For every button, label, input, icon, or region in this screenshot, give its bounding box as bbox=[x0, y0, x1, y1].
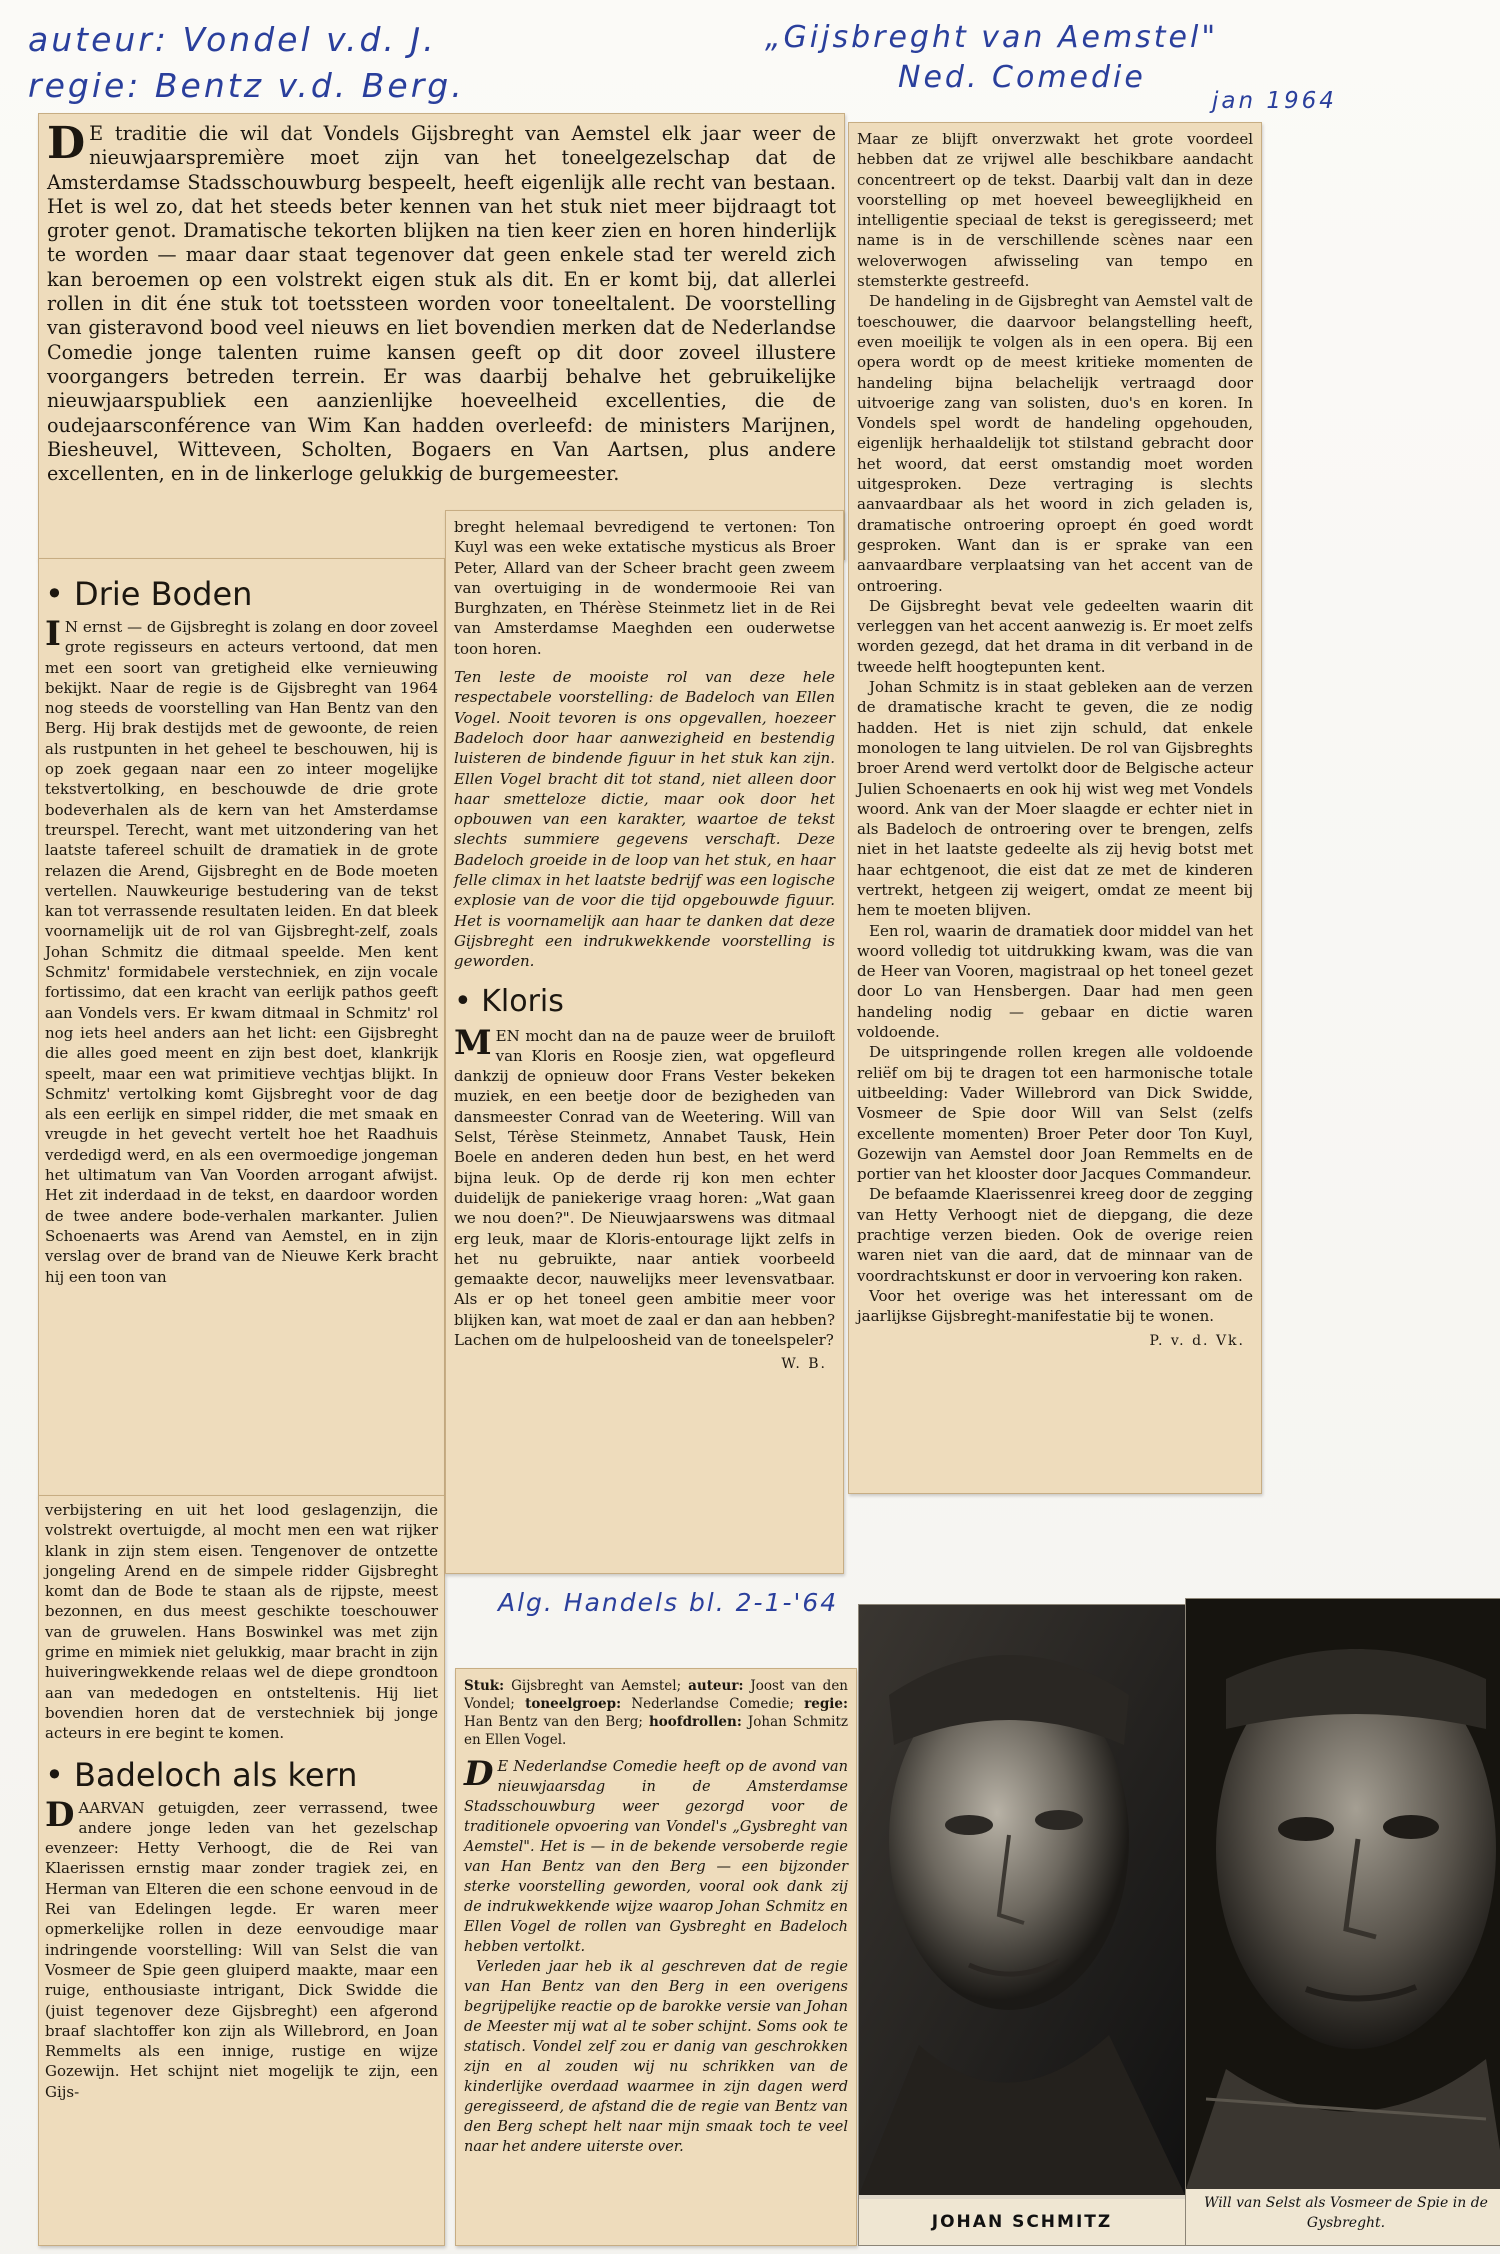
credits-regie: Han Bentz van den Berg; bbox=[464, 1714, 643, 1730]
article2-paragraph-2: De handeling in de Gijsbreght van Aemstel valt de toeschouwer, die daarvoor belangstelling heeft, even moeilijk te volgen als in een opera. Bij een opera wordt op de meest kritieke momenten de handeling bijna belachelijk vertraagd door uitvoerige zang van solisten, duo's en koren. In Vondels spel wordt de handeling opgehouden, eigenlijk herhaaldelijk tot stilstand gebracht door het woord, dat eerst omstandig moet worden uitgesproken. Deze vertraging is slechts aanvaardbaar als het woord in zich geladen is, dramatische ontroering oproept én goed wordt gesproken. Want dan is er sprake van een aanvaardbare verplaatsing van het accent van de ontroering. bbox=[857, 292, 1253, 595]
photo-johan-schmitz bbox=[858, 1604, 1186, 2246]
portrait-will-van-selst bbox=[1186, 1599, 1500, 2189]
heading-drie-boden: • Drie Boden bbox=[45, 575, 253, 613]
drie-boden-paragraph bbox=[45, 614, 438, 1287]
heading-badeloch: • Badeloch als kern bbox=[45, 1755, 358, 1794]
credits-stuk: Gijsbreght van Aemstel; bbox=[511, 1678, 682, 1694]
article2-paragraph-3: De Gijsbreght bevat vele gedeelten waarin dit verleggen van het accent aanwezig is. Er moet zelfs worden gezegd, dat het drama in dit verband in de tweede helft hoogtepunten kent. bbox=[857, 596, 1253, 676]
kloris-dropcap: M bbox=[454, 1022, 492, 1063]
handwritten-date: jan 1964 bbox=[1212, 88, 1337, 114]
handwritten-company: Ned. Comedie bbox=[898, 60, 1146, 95]
kloris-paragraph bbox=[454, 1022, 835, 1351]
badeloch-paragraph bbox=[45, 1794, 438, 2102]
article3-credits bbox=[464, 1677, 848, 1749]
article3-clipping bbox=[455, 1668, 857, 2246]
article3-dropcap: D bbox=[464, 1754, 494, 1794]
kloris-text: EN mocht dan na de pauze weer de bruiloft van Kloris en Roosje zien, wat opgefleurd dankzij de opnieuw door Frans Vester bekeken muziek, en een beetje door de bezigheden van dansmeester Conrad van de Weetering. Will van Selst, Térèse Steinmetz, Annabet Tausk, Hein Boele en anderen deden hun best, en het werd bijna leuk. Op de derde rij kon men echter duidelijk de paniekerige vraag horen: „Wat gaan we nou doen?". De Nieuwjaarswens was ditmaal erg leuk, maar de Kloris-entourage lijkt zelfs in het nu gebruikte, naar antiek voorbeeld gemaakte decor, nauwelijks meer levensvatbaar. Als er op het toneel geen ambitie meer voor blijken kan, wat moet de zaal er dan aan hebben? Lachen om de hulpeloosheid van de toneelspeler? bbox=[454, 1026, 835, 1349]
article1-lead bbox=[39, 114, 844, 486]
article1-lead-clipping bbox=[38, 113, 845, 560]
article2-paragraph-5: Een rol, waarin de dramatiek door middel van het woord volledig tot uitdrukking kwam, was die van de Heer van Vooren, magistraal op het toneel gezet door Lo van Hensbergen. Daar had men geen handeling nodig — gebaar en dictie waren voldoende. bbox=[857, 921, 1253, 1042]
badeloch-dropcap: D bbox=[45, 1794, 75, 1835]
article2-paragraph-6: De uitspringende rollen kregen alle voldoende reliëf om bij te dragen tot een harmonische totale uitbeelding: Vader Willebrord van Dick Swidde, Vosmeer de Spie door Will van Selst (zelfs excellente momenten) Broer Peter door Ton Kuyl, Gozewijn van Aemstel door Joan Remmelts en de portier van het klooster door Jacques Commandeur. bbox=[857, 1043, 1253, 1184]
article2-paragraph-4: Johan Schmitz is in staat gebleken aan de verzen de dramatische kracht te geven, die ze nodig hadden. Het is niet zijn schuld, dat enkele monologen te lang uitvielen. De rol van Gijsbreghts broer Arend werd vertolkt door de Belgische acteur Julien Schoenaerts en ook hij wist weg met Vondels woord. Ank van der Moer slaagde er echter niet in als Badeloch de ontroering over te brengen, zelfs niet in het laatste gedeelte als zij hevig botst met haar echtgenoot, die eist dat ze met de kinderen vertrekt, hetgeen zij weigert, omdat ze meent bij hem te moeten blijven. bbox=[857, 678, 1253, 920]
drie-boden-dropcap: I bbox=[45, 614, 61, 654]
credits-groep: Nederlandse Comedie; bbox=[631, 1696, 794, 1712]
article3-paragraph-1 bbox=[464, 1754, 848, 1957]
handwritten-play-title: „Gijsbreght van Aemstel" bbox=[765, 20, 1219, 55]
article2-signature: P. v. d. Vk. bbox=[1149, 1332, 1245, 1349]
portrait-johan-schmitz bbox=[859, 1605, 1185, 2195]
caption-johan-schmitz: JOHAN SCHMITZ bbox=[859, 2199, 1185, 2245]
drie-boden-text: N ernst — de Gijsbreght is zolang en door zoveel grote regisseurs en acteurs vertoond, dat men met een soort van gretigheid elke vernieuwing bekijkt. Naar de regie is de Gijsbreght van 1964 nog steeds de voorstelling van Han Bentz van den Berg. Hij brak destijds met de gewoonte, de reien als rustpunten in het geheel te beschouwen, hij is op zoek gegaan naar een zo inteer mogelijke tekstvertolking, en beschouwde de drie grote bodeverhalen als de kern van het Amsterdamse treurspel. Terecht, want met uitzondering van het laatste tafereel schuilt de dramatiek in de grote relazen die Arend, Gijsbreght en de Bode moeten vertellen. Nauwkeurige bestudering van de tekst kan tot verrassende resultaten leiden. En dat bleek voornamelijk uit de rol van Gijsbreght-zelf, zoals Johan Schmitz die ditmaal speelde. Men kent Schmitz' formidabele verstechniek, en zijn vocale fortissimo, dat een kracht van eerlijk pathos geeft aan Vondels vers. Er kwam ditmaal in Schmitz' rol nog iets heel anders aan het licht: een Gijsbreght die alles goed meent en zijn best doet, klankrijk speelt, maar een wat primitieve vechtjas blijkt. In Schmitz' vertolking komt Gijsbreght voor de dag als een eerlijk en simpel ridder, die met smaak en vreugde in het gevecht vertelt hoe het Raadhuis verdedigd werd, en als een overmoedige jongeman het ultimatum van Van Voorden arrogant afwijst. Het zit inderdaad in de tekst, en daardoor worden de twee andere bode-verhalen markanter. Julien Schoenaerts was Arend van Aemstel, en in zijn verslag over de brand van de Nieuwe Kerk bracht hij een toon van bbox=[45, 618, 438, 1286]
credits-groep-label: toneelgroep: bbox=[525, 1696, 622, 1712]
photo-will-van-selst bbox=[1185, 1598, 1500, 2246]
article1-lead-text: E traditie die wil dat Vondels Gijsbreght van Aemstel elk jaar weer de nieuwjaarspremière moet zijn van het toneelgezelschap dat de Amsterdamse Stadsschouwburg bespeelt, heeft eigenlijk alle recht van bestaan. Het is wel zo, dat het steeds beter kennen van het stuk niet meer bijdraagt tot groter genot. Dramatische tekorten blijken na tien keer zien en horen hinderlijk te worden — maar daar staat tegenover dat geen enkele stad ter wereld zich kan beroemen op een volstrekt eigen stuk als dit. En er komt bij, dat allerlei rollen in dit éne stuk tot toetssteen worden voor toneeltalent. De voorstelling van gisteravond bood veel nieuws en liet bovendien merken dat de Nederlandse Comedie jonge talenten ruime kansen geeft op dit door zoveel illustere voorgangers betreden terrein. Er was daarbij behalve het gebruikelijke nieuwjaarspubliek een aanzienlijke hoeveelheid excellenties, die de oudejaarsconférence van Wim Kan hadden overleefd: de ministers Marijnen, Biesheuvel, Witteveen, Scholten, Bogaers en Van Aartsen, plus andere excellenten, en in de linkerloge gelukkig de burgemeester. bbox=[47, 122, 836, 486]
credits-hoofd-label: hoofdrollen: bbox=[648, 1714, 742, 1730]
credits-auteur: Joost van den Vondel; bbox=[464, 1678, 848, 1712]
badeloch-text: AARVAN getuigden, zeer verrassend, twee andere jonge leden van het gezelschap evenzeer: Hetty Verhoogt, die de Rei van Klaerissen ernstig maar zonder tragiek zei, en Herman van Elteren die een schone eenvoud in de Rei van Edelingen legde. Er waren meer opmerkelijke rollen in deze eenvoudige maar indringende voorstelling: Will van Selst die van Vosmeer de Spie geen gluiperd maakte, maar een ruige, enthousiaste intrigant, Dick Swidde die (juist tegenover deze Gijsbreght) een afgerond braaf slachtoffer kon zijn als Willebrord, en Joan Remmelts als een innige, rustige en wijze Gozewijn. Het schijnt niet mogelijk te zijn, een Gijs- bbox=[45, 1798, 438, 2101]
credits-regie-label: regie: bbox=[804, 1696, 848, 1712]
article2-paragraph-7: De befaamde Klaerissenrei kreeg door de zegging van Hetty Verhoogt niet de diepgang, die deze prachtige verzen bieden. Ook de overige reien waren niet van die aard, dat de minnaar van de voordrachtskunst er door in vervoering kon raken. bbox=[857, 1185, 1253, 1285]
article3-paragraph-2: Verleden jaar heb ik al geschreven dat de regie van Han Bentz van den Berg in een overigens begrijpelijke reactie op de barokke versie van Johan de Meester mij wat al te sober schijnt. Soms ook te statisch. Vondel zelf zou er danig van geschrokken zijn en al zouden wij nu schrikken van de kinderlijke overdaad waarmee in zijn dagen werd geregisseerd, de afstand die de regie van Bentz van den Berg schept helt naar mijn smaak toch te veel naar het andere uiterste over. bbox=[464, 1959, 848, 2155]
heading-kloris: • Kloris bbox=[454, 983, 564, 1019]
article1-middle-column-clipping bbox=[445, 510, 844, 1574]
article3-text-1: E Nederlandse Comedie heeft op de avond van nieuwjaarsdag in de Amsterdamse Stadsschouwburg weer gezorgd voor de traditionele opvoering van Vondel's „Gysbreght van Aemstel". Het is — in de bekende versoberde regie van Han Bentz van den Berg — een bijzonder sterke voorstelling geworden, vooral ook dank zij de indrukwekkende wijze waarop Johan Schmitz en Ellen Vogel de rollen van Gysbreght en Badeloch hebben vertolkt. bbox=[464, 1759, 848, 1955]
credits-hoofd: Johan Schmitz en Ellen Vogel. bbox=[464, 1714, 848, 1748]
ellen-vogel-paragraph: Ten leste de mooiste rol van deze hele respectabele voorstelling: de Badeloch van Ellen Vogel. Nooit tevoren is ons opgevallen, hoezeer Badeloch door haar aanwezigheid en bestendig luisteren de bindende figuur in het stuk kan zijn. Ellen Vogel bracht dit tot stand, niet alleen door haar smetteloze dictie, maar ook door het opbouwen van een karakter, waartoe de tekst slechts summiere gegevens verschaft. Deze Badeloch groeide in de loop van het stuk, en haar felle climax in het laatste bedrijf was een logische explosie van de voor die tijd opgebouwde figuur. Het is voornamelijk aan haar te danken dat deze Gijsbreght een indrukwekkende voorstelling is geworden. bbox=[454, 668, 836, 971]
article1-lead-dropcap: D bbox=[47, 118, 86, 169]
credits-auteur-label: auteur: bbox=[688, 1678, 744, 1694]
handwritten-author: auteur: Vondel v.d. J. bbox=[28, 20, 437, 59]
caption-will-van-selst: Will van Selst als Vosmeer de Spie in de Gysbreght. bbox=[1186, 2189, 1500, 2245]
drie-boden-continued: verbijstering en uit het lood geslagenzijn, die volstrekt overtuigde, al mocht men een wat rijker klank in zijn stem eisen. Tengenover de ontzette jongeling Arend en de simpele ridder Gijsbreght komt dan de Bode te staan als de rijpste, meest bezonnen, en dus meest geschikte toeschouwer van de gruwelen. Hans Boswinkel was met zijn grime en mimiek niet gelukkig, maar bracht in zijn huiveringwekkende relaas wel de diepe grondtoon aan van mededogen en ontsteltenis. Hij liet bovendien horen dat de verstechniek bij jonge acteurs in ere begint te komen. bbox=[45, 1501, 438, 1743]
middle-column-text: breght helemaal bevredigend te vertonen: Ton Kuyl was een weke extatische mysticus als Broer Peter, Allard van der Scheer bracht geen zweem van overtuiging in de wondermooie Rei van Burghzaten, en Thérèse Steinmetz liet in de Rei van Amsterdamse Maeghden een ouderwetse toon horen. bbox=[454, 518, 835, 658]
article1-left-column-clipping bbox=[38, 558, 445, 1497]
article2-paragraph-1: Maar ze blijft onverzwakt het grote voordeel hebben dat ze vrijwel alle beschikbare aandacht concentreert op de tekst. Daarbij valt dan in deze voorstelling op met hoeveel beweeglijkheid en intelligentie speciaal de tekst is geregisseerd; met name is in de verschillende scènes naar een weloverwogen afwisseling van tempo en stemsterkte gestreefd. bbox=[857, 130, 1253, 291]
article2-right-column-clipping bbox=[848, 122, 1262, 1494]
handwritten-source: Alg. Handels bl. 2-1-'64 bbox=[498, 1588, 839, 1617]
article1-signature: W. B. bbox=[781, 1356, 827, 1373]
handwritten-director: regie: Bentz v.d. Berg. bbox=[28, 66, 465, 105]
article2-paragraph-8: Voor het overige was het interessant om de jaarlijkse Gijsbreght-manifestatie bij te wonen. bbox=[857, 1286, 1253, 1326]
article1-left-column-continued-clipping bbox=[38, 1495, 445, 2246]
credits-stuk-label: Stuk: bbox=[464, 1678, 505, 1694]
